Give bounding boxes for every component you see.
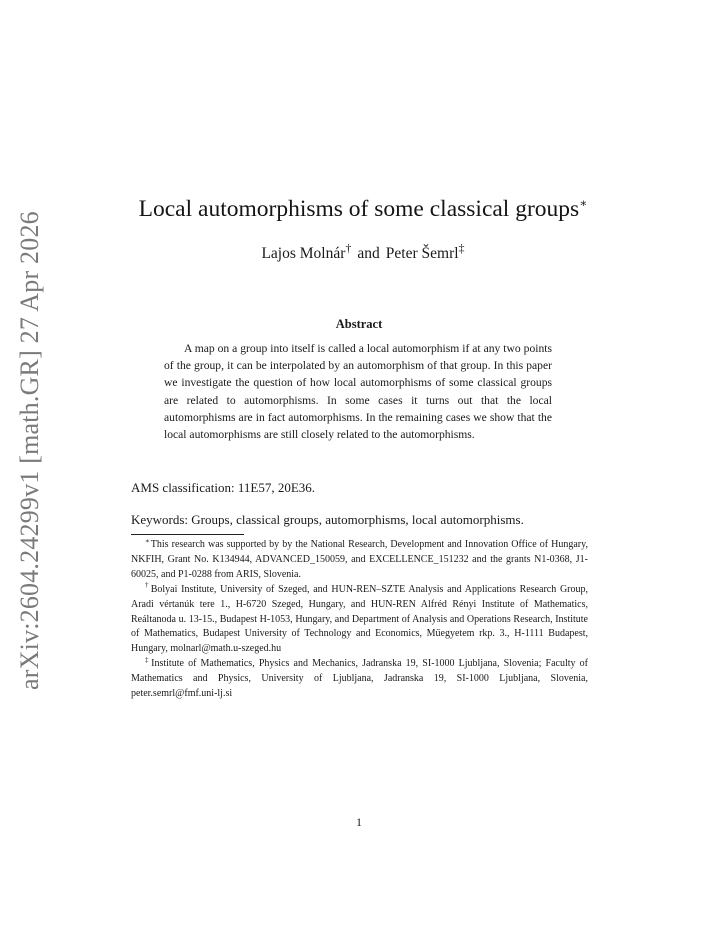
page-number: 1 xyxy=(356,815,362,829)
author-name: Peter Šemrl xyxy=(385,245,459,262)
arxiv-identifier-stamp: arXiv:2604.24299v1 [math.GR] 27 Apr 2026 xyxy=(15,211,44,690)
author-footnote-mark: ‡ xyxy=(458,240,465,255)
footnote-mark: ‡ xyxy=(145,655,151,664)
footnote-text: Institute of Mathematics, Physics and Mechanics, Jadranska 19, SI-1000 Ljubljana, Slovenia; Faculty of Mathematics and Physics, University of Ljubljana, Jadranska 19, SI-1000 Ljubljana, Slovenia, peter.semrl@fmf.uni-lj.si xyxy=(131,658,589,700)
footnotes-block xyxy=(131,538,588,702)
paper-title-text: Local automorphisms of some classical groups xyxy=(138,196,580,222)
footnote xyxy=(131,657,588,702)
author-name: Lajos Molnár xyxy=(261,245,346,262)
footnote-mark: ∗ xyxy=(145,536,150,545)
author-joiner: and xyxy=(357,245,380,262)
abstract-heading: Abstract xyxy=(335,317,383,331)
title-footnote-mark: ∗ xyxy=(579,196,588,211)
ams-classification: AMS classification: 11E57, 20E36. xyxy=(131,480,316,495)
footnote xyxy=(131,538,588,583)
author-line xyxy=(0,240,720,263)
keywords: Keywords: Groups, classical groups, automorphisms, local automorphisms. xyxy=(131,512,524,527)
footnote-mark: † xyxy=(145,581,150,590)
paper-title xyxy=(0,196,720,223)
footnote-text: Bolyai Institute, University of Szeged, and HUN-REN–SZTE Analysis and Applications Research Group, Aradi vértanúk tere 1., H-6720 Szeged, Hungary, and HUN-REN Alfréd Rényi Institute of Mathematics, Reáltanoda u. 13-15., Budapest H-1053, Hungary, and Department of Analysis and Operations Research, Institute of Mathematics, Budapest University of Technology and Economics, Műegyetem rkp. 3., H-1111 Budapest, Hungary, molnarl@math.u-szeged.hu xyxy=(131,583,589,655)
footnote-text: This research was supported by by the National Research, Development and Innovation Office of Hungary, NKFIH, Grant No. K134944, ADVANCED_150059, and EXCELLENCE_151232 and the grants N1-0368, J1-60025, and P1-0288 from ARIS, Slovenia. xyxy=(131,539,588,580)
footnote-separator-rule xyxy=(131,534,244,535)
abstract-body: A map on a group into itself is called a local automorphism if at any two points of the group, it can be interpolated by an automorphism of that group. In this paper we investigate the question of how local automorphisms of some classical groups are related to automorphisms. In some cases it turns out that the local automorphisms are in fact automorphisms. In the remaining cases we show that the local automorphisms are still closely related to the automorphisms. xyxy=(164,342,552,442)
author-footnote-mark: † xyxy=(345,240,352,255)
footnote xyxy=(131,583,588,658)
